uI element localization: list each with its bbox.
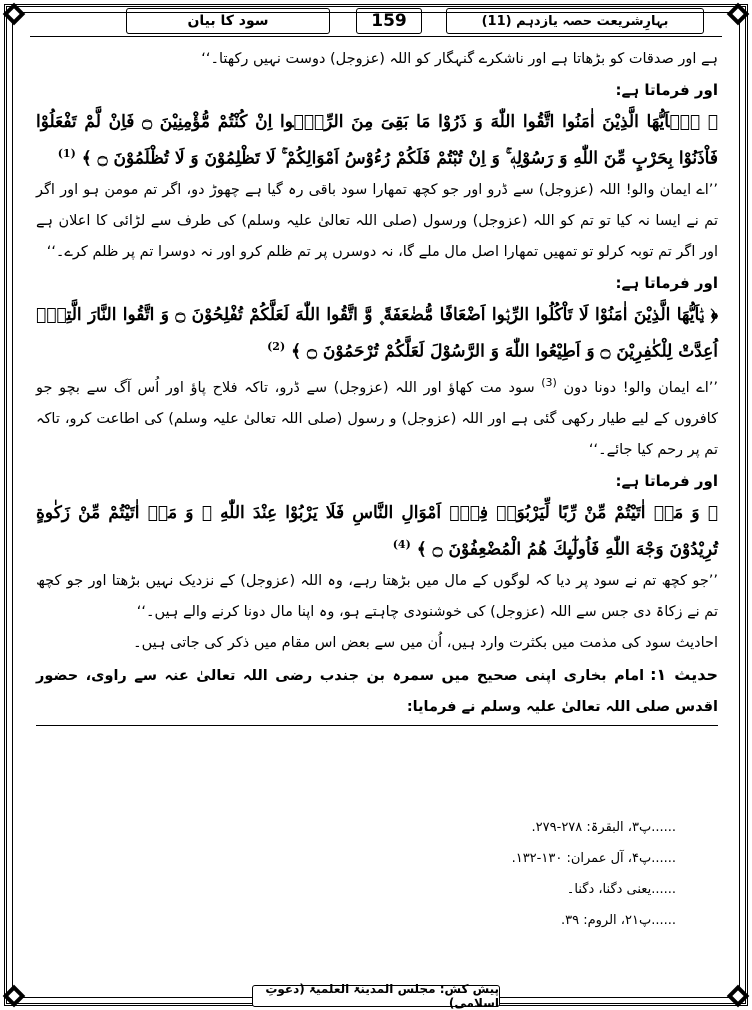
verse-text: ﴿ یٰۤاَیُّهَا الَّذِیْنَ اٰمَنُوْا لَا تَاْكُلُوا الرِّبٰۤوا اَضْعَافًا مُّضٰعَفَةً ۪ وَّ اتَّقُوا اللّٰهَ لَعَلَّكُمْ تُفْلِحُوْنَ ۝ وَ اتَّقُوا النَّارَ الَّتِیْۤ اُعِدَّتْ لِلْكٰفِرِیْنَ ۝ وَ اَطِیْعُوا اللّٰهَ وَ الرَّسُوْلَ لَعَلَّكُمْ تُرْحَمُوْنَ ۝ ﴾ (36, 304, 718, 362)
text-line: ہے اور صدقات کو بڑھاتا ہے اور ناشکرے گنہگار کو اللہ (عزوجل) دوست نہیں رکھتا۔‘‘ (201, 51, 718, 67)
hadith-heading (36, 659, 718, 726)
quran-verse (36, 106, 718, 175)
intro-line: اور فرماتا ہے: (615, 81, 718, 99)
text-line: احادیث سود کی مذمت میں بکثرت وارد ہیں، اُن میں سے بعض اس مقام میں ذکر کی جاتی ہیں۔ (133, 634, 718, 651)
footnote-ref: (4) (392, 538, 411, 552)
quran-verse (36, 299, 718, 368)
page-number: 159 (356, 8, 422, 34)
footnotes (36, 812, 676, 936)
footnote: ......یعنی دگنا، دگنا۔ (566, 882, 676, 897)
footnote: ......پ۲۱، الروم: ۳۹. (560, 913, 676, 928)
translation (36, 367, 718, 466)
footnote: ......پ۴، آل عمران: ۱۳۰-۱۳۲. (511, 851, 676, 866)
footnote: ......پ۳، البقرۃ: ۲۷۸-۲۷۹. (531, 820, 676, 835)
verse-text: ﴿ یٰۤاَیُّهَا الَّذِیْنَ اٰمَنُوا اتَّقُوا اللّٰهَ وَ ذَرُوْا مَا بَقِیَ مِنَ الرِّبٰۤوا اِنْ كُنْتُمْ مُّؤْمِنِیْنَ ۝ فَاِنْ لَّمْ تَفْعَلُوْا فَاْذَنُوْا بِحَرْبٍ مِّنَ اللّٰهِ وَ رَسُوْلِهٖ ۚ وَ اِنْ تُبْتُمْ فَلَكُمْ رُءُوْسُ اَمْوَالِكُمْ ۚ لَا تَظْلِمُوْنَ وَ لَا تُظْلَمُوْنَ ۝ ﴾ (36, 112, 718, 169)
translation: ’’اے ایمان والو! اللہ (عزوجل) سے ڈرو اور جو کچھ تمھارا سود باقی رہ گیا ہے چھوڑ دو، اگر تم مومن ہو اور اگر تم نے ایسا نہ کیا تو تم کو اللہ (عزوجل) ورسول (صلی اللہ تعالیٰ علیہ وسلم) کی طرف سے لڑائی کا اعلان ہے اور اگر تم توبہ کرلو تو تمھیں تمھارا اصل مال ملے گا، نہ دوسرں پر تم ظلم کرو اور نہ دوسرا تم پر ظلم کرے۔‘‘ (36, 181, 718, 260)
hadith-text: امام بخاری اپنی صحیح میں سمرہ بن جندب رضی اللہ تعالیٰ عنہ سے راوی، حضور اقدس صلی اللہ تعالیٰ علیہ وسلم نے فرمایا: (36, 667, 718, 715)
translation-part: سود مت کھاؤ اور اللہ (عزوجل) سے ڈرو، تاکہ فلاح پاؤ اور اُس آگ سے بچو جو کافروں کے لیے طیار رکھی گئی ہے اور اللہ (عزوجل) و رسول (صلی اللہ تعالیٰ علیہ وسلم) کی اطاعت کرو، تاکہ تم پر رحم کیا جائے۔‘‘ (36, 380, 718, 459)
footnote-ref: (1) (57, 147, 76, 160)
publisher-footer: پیش کش: مجلس المدینۃ العلمیۃ (دعوتِ اسلامی) (252, 985, 500, 1007)
translation: ’’جو کچھ تم نے سود پر دیا کہ لوگوں کے مال میں بڑھتا رہے، وہ اللہ (عزوجل) کے نزدیک نہیں بڑھتا اور جو کچھ تم نے زکاۃ دی جس سے اللہ (عزوجل) کی خوشنودی چاہتے ہو، وہ اپنا مال دونا کرنے والے ہیں۔‘‘ (36, 572, 718, 620)
footnote-ref: (3) (541, 376, 557, 390)
quran-verse (36, 497, 718, 566)
main-text (36, 44, 718, 744)
intro-line: اور فرماتا ہے: (615, 273, 718, 292)
page-header (26, 8, 726, 36)
intro-line: اور فرماتا ہے: (615, 472, 718, 491)
chapter-title: سود کا بیان (126, 8, 330, 34)
footnote-ref: (2) (267, 339, 286, 353)
hadith-label: حدیث ۱: (650, 664, 718, 684)
header-rule (30, 36, 722, 37)
book-title: بہارِشریعت حصہ یازدہم (11) (446, 8, 704, 34)
verse-text: ﴿ وَ مَاۤ اٰتَیْتُمْ مِّنْ رِّبًا لِّیَرْبُوَاۡ فِیْۤ اَمْوَالِ النَّاسِ فَلَا یَرْبُوْا عِنْدَ اللّٰهِ ۚ وَ مَاۤ اٰتَیْتُمْ مِّنْ زَكٰوةٍ تُرِیْدُوْنَ وَجْهَ اللّٰهِ فَاُولٰٓىِٕكَ هُمُ الْمُضْعِفُوْنَ ۝ ﴾ (36, 503, 718, 560)
translation-part: ’’اے ایمان والو! دونا دون (563, 380, 719, 397)
